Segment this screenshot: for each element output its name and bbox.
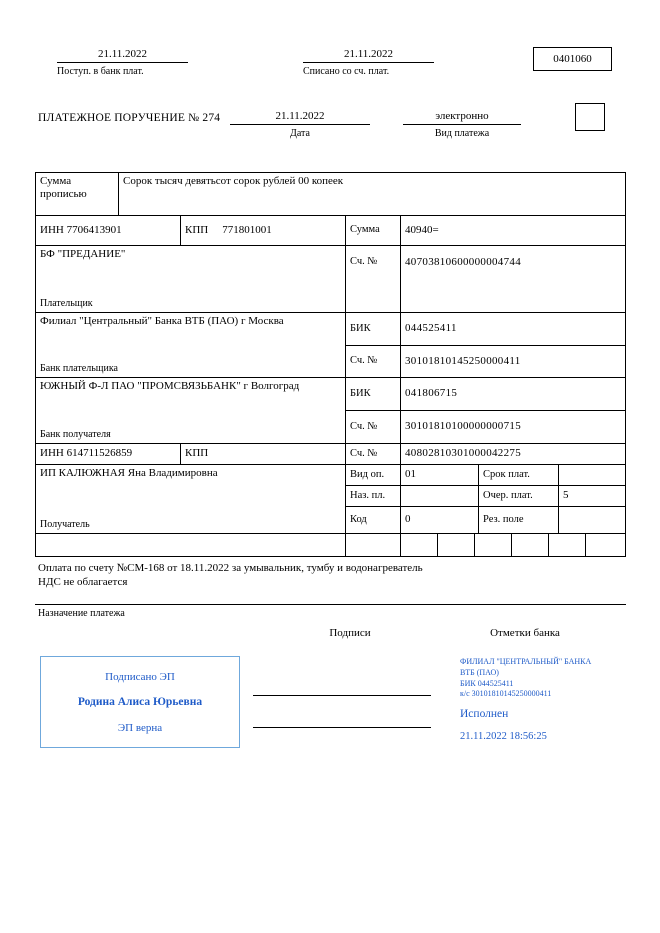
payer-account-number: 40703810600000004744: [400, 245, 625, 312]
tax-field-cell-3: [437, 533, 474, 556]
payer-kpp-label: КПП: [185, 223, 209, 236]
payer-bank-account-number: 30101810145250000411: [400, 345, 625, 377]
payee-bank-account-label: Сч. №: [345, 410, 400, 443]
purpose-text: [38, 562, 598, 590]
payee-inn: ИНН 614711526859: [35, 443, 180, 464]
purpose-underline: [35, 604, 626, 605]
payee-bank-account-number: 30101810100000000715: [400, 410, 625, 443]
payer-kpp: [180, 215, 345, 245]
amount-label: Сумма: [345, 215, 400, 245]
payment-kind: электронно: [403, 110, 521, 125]
payer-bank-bik-value: 044525411: [400, 312, 625, 345]
payer-bank-account-label: Сч. №: [345, 345, 400, 377]
e-signature-line-3: ЭП верна: [117, 721, 163, 734]
payee-kpp: КПП: [180, 443, 345, 464]
ocher-plat-label: Очер. плат.: [478, 485, 558, 506]
payee-caption: Получатель: [40, 519, 90, 530]
signature-line-1: [253, 695, 431, 696]
amount-value: 40940=: [400, 215, 625, 245]
received-date-label: Поступ. в банк плат.: [57, 66, 144, 77]
tax-field-cell-7: [585, 533, 625, 556]
payer-account-label: Сч. №: [345, 245, 400, 312]
doc-date-field: [230, 110, 370, 139]
kod-value: 0: [400, 506, 478, 533]
naz-pl-label: Наз. пл.: [345, 485, 400, 506]
doc-date-label: Дата: [290, 128, 310, 139]
debited-date: 21.11.2022: [303, 48, 434, 63]
received-date: 21.11.2022: [57, 48, 188, 63]
naz-pl-value: [400, 485, 478, 506]
tax-field-cell-2: [400, 533, 437, 556]
payee-account-label: Сч. №: [345, 443, 400, 464]
tax-field-cell-6: [548, 533, 585, 556]
payer-bank-bik-label: БИК: [345, 312, 400, 345]
bank-stamp-line-4: к/с 30101810145250000411: [460, 689, 552, 699]
signature-line-2: [253, 727, 431, 728]
signatures-label: Подписи: [329, 627, 371, 639]
rez-pole-value: [558, 506, 625, 533]
document-title: ПЛАТЕЖНОЕ ПОРУЧЕНИЕ № 274: [38, 112, 221, 124]
e-signature-line-1: Подписано ЭП: [105, 670, 175, 683]
e-signature-name: Родина Алиса Юрьевна: [77, 696, 203, 708]
payment-kind-field: [403, 110, 521, 139]
payer-caption: Плательщик: [40, 298, 93, 309]
payee-bank-bik-value: 041806715: [400, 377, 625, 410]
rez-pole-label: Рез. поле: [478, 506, 558, 533]
debited-date-field: [303, 48, 434, 77]
bank-stamp-line-2: ВТБ (ПАО): [460, 667, 499, 677]
bank-stamp-datetime: 21.11.2022 18:56:25: [460, 730, 547, 742]
payer-kpp-value: 771801001: [222, 223, 272, 236]
bank-stamp-status: Исполнен: [460, 708, 509, 721]
srok-plat-value: [558, 464, 625, 485]
payer-inn: ИНН 7706413901: [35, 215, 180, 245]
bank-stamp-line-1: ФИЛИАЛ "ЦЕНТРАЛЬНЫЙ" БАНКА: [460, 657, 592, 666]
e-signature-stamp: [40, 656, 240, 748]
tax-field-cell-0: [35, 533, 345, 556]
vid-op-label: Вид оп.: [345, 464, 400, 485]
bank-stamp: [460, 657, 635, 744]
ocher-plat-value: 5: [558, 485, 625, 506]
purpose-line-2: НДС не облагается: [38, 575, 128, 588]
purpose-line-1: Оплата по счету №СМ-168 от 18.11.2022 за умывальник, тумбу и водонагреватель: [38, 562, 423, 574]
debited-date-label: Списано со сч. плат.: [303, 66, 390, 77]
purpose-caption: Назначение платежа: [38, 608, 125, 619]
srok-plat-label: Срок плат.: [478, 464, 558, 485]
payee-bank-name: ЮЖНЫЙ Ф-Л ПАО "ПРОМСВЯЗЬБАНК" г Волгоград: [40, 380, 300, 392]
payer-bank-caption: Банк плательщика: [40, 363, 118, 374]
doc-date: 21.11.2022: [230, 110, 370, 125]
tax-field-cell-4: [474, 533, 511, 556]
payer-bank-cell: [35, 312, 345, 377]
payee-cell: [35, 464, 345, 533]
kod-label: Код: [345, 506, 400, 533]
payer-name: БФ "ПРЕДАНИЕ": [40, 248, 126, 260]
payee-name: ИП КАЛЮЖНАЯ Яна Владимировна: [40, 467, 218, 479]
payee-bank-bik-label: БИК: [345, 377, 400, 410]
payment-order-table: [35, 172, 626, 557]
bank-stamp-line-3: БИК 044525411: [460, 678, 514, 688]
amount-in-words-label: Сумма прописью: [35, 172, 118, 215]
payment-kind-label: Вид платежа: [434, 128, 490, 139]
amount-in-words-value: Сорок тысяч девятьсот сорок рублей 00 копеек: [118, 172, 625, 215]
payer-cell: [35, 245, 345, 312]
status-code-box: [575, 103, 605, 131]
payee-account-number: 40802810301000042275: [400, 443, 625, 464]
received-date-field: [57, 48, 188, 77]
payer-bank-name: Филиал "Центральный" Банка ВТБ (ПАО) г Москва: [40, 315, 284, 327]
tax-field-cell-5: [511, 533, 548, 556]
payee-bank-caption: Банк получателя: [40, 429, 111, 440]
tax-field-cell-1: [345, 533, 400, 556]
vid-op-value: 01: [400, 464, 478, 485]
payee-bank-cell: [35, 377, 345, 443]
bank-marks-label: Отметки банка: [490, 627, 560, 639]
form-code-box: 0401060: [533, 47, 612, 71]
